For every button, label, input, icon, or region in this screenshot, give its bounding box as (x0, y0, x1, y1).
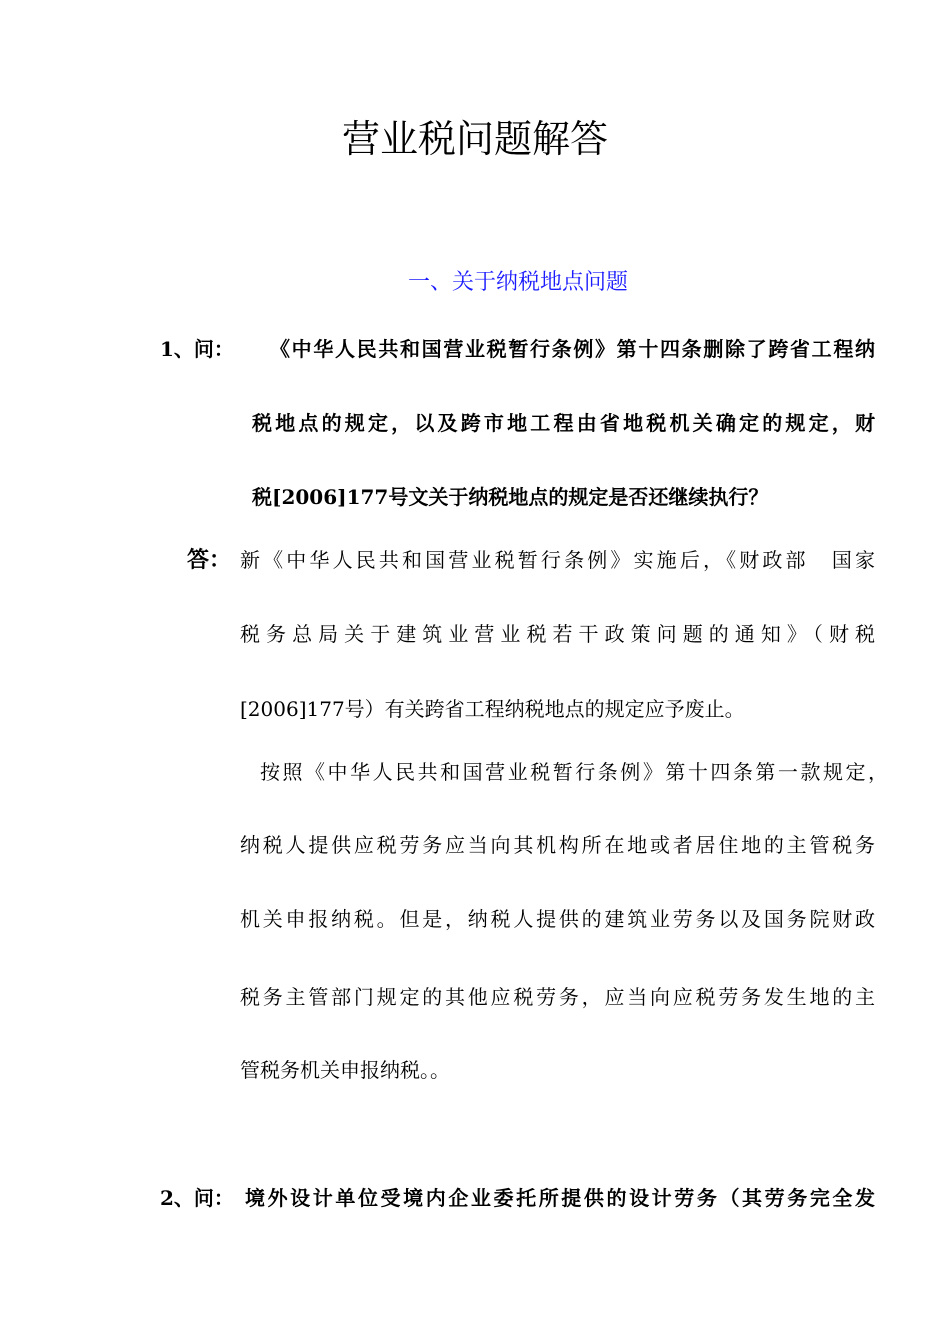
question-2-number: 2、问： (160, 1186, 234, 1210)
question-1-line: 《中华人民共和国营业税暂行条例》第十四条删除了跨省工程纳 (270, 337, 875, 361)
answer-1-label: 答： (187, 547, 232, 573)
answer-1-paragraph-line: 纳税人提供应税劳务应当向其机构所在地或者居住地的主管税务 (240, 833, 875, 857)
answer-1-paragraph-line: 按照《中华人民共和国营业税暂行条例》第十四条第一款规定， (260, 760, 888, 784)
question-2-line: 境外设计单位受境内企业委托所提供的设计劳务（其劳务完全发 (245, 1186, 875, 1210)
question-1-line: 税[2006]177号文关于纳税地点的规定是否还继续执行？ (252, 485, 769, 509)
answer-1-paragraph-line: 税务主管部门规定的其他应税劳务，应当向应税劳务发生地的主 (240, 985, 875, 1009)
question-1-line: 税地点的规定，以及跨市地工程由省地税机关确定的规定，财 (252, 411, 875, 435)
page-title: 营业税问题解答 (341, 117, 608, 161)
answer-1-line: [2006]177号）有关跨省工程纳税地点的规定应予废止。 (240, 697, 745, 721)
answer-1-line: 新《中华人民共和国营业税暂行条例》实施后，《财政部 国家 (240, 548, 875, 572)
question-1-number: 1、问： (160, 337, 234, 361)
answer-1-paragraph-line: 机关申报纳税。但是，纳税人提供的建筑业劳务以及国务院财政 (240, 907, 875, 931)
answer-1-paragraph-line: 管税务机关申报纳税。。 (240, 1058, 450, 1082)
section-heading: 一、关于纳税地点问题 (407, 270, 628, 295)
answer-1-line: 税务总局关于建筑业营业税若干政策问题的通知》（财税 (240, 622, 875, 646)
